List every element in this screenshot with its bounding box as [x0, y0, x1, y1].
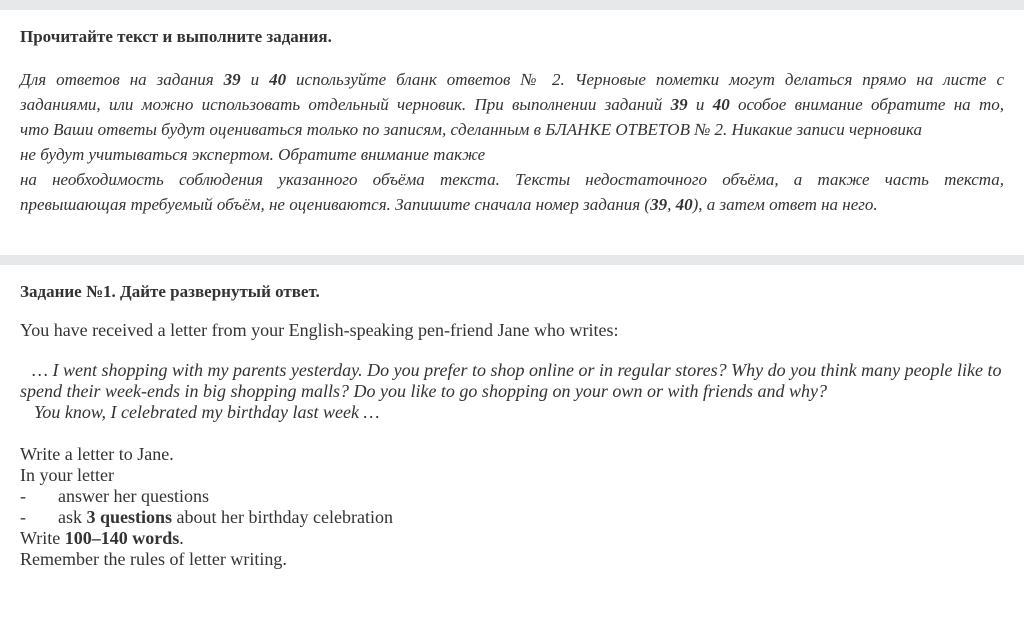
task-intro: You have received a letter from your English-speaking pen-friend Jane who writes: — [20, 320, 619, 340]
word-count-line — [20, 528, 1004, 549]
task-number-40: 40 — [712, 95, 730, 114]
remember-rules-line: Remember the rules of letter writing. — [20, 549, 287, 569]
instr-line-2 — [20, 92, 1004, 117]
letter-line-1: … I went shopping with my parents yesterday. Do you prefer to shop online or in regular stores? Why do you think many people like to — [32, 360, 1002, 380]
instructions-section — [0, 10, 1024, 255]
task-heading: Задание №1. Дайте развернутый ответ. — [20, 282, 320, 301]
bullet-text-part: ask — [58, 507, 87, 527]
task-number-39: 39 — [650, 195, 668, 214]
bullet-ask-questions — [20, 507, 1004, 528]
task-number-39: 39 — [223, 70, 241, 89]
in-your-letter-line: In your letter — [20, 465, 114, 485]
letter-line-2: spend their week-ends in big shopping malls? Do you like to go shopping on your own or with friends and why? — [20, 381, 827, 401]
bullet-text — [58, 507, 393, 528]
instr-text: , — [667, 195, 676, 214]
word-count-text: . — [179, 528, 184, 548]
instr-text: заданиями, или можно использовать отдельный черновик. При выполнении заданий — [20, 95, 671, 114]
letter-line-3: You know, I celebrated my birthday last week … — [34, 402, 380, 422]
word-count-text: Write — [20, 528, 65, 548]
middle-divider-band — [0, 255, 1024, 265]
bullet-text: answer her questions — [58, 486, 209, 506]
bullet-answer-questions — [20, 486, 1004, 507]
bullet-text-part: about her birthday celebration — [172, 507, 393, 527]
instr-line-1 — [20, 67, 1004, 92]
instr-text: и — [240, 70, 270, 89]
bullet-dash: - — [20, 486, 26, 506]
instr-line-3: что Ваши ответы будут оцениваться только по записям, сделанным в БЛАНКЕ ОТВЕТОВ № 2. Никакие записи черновика — [20, 120, 922, 139]
top-divider-band — [0, 0, 1024, 10]
instr-line-6 — [20, 192, 1004, 217]
task-number-40: 40 — [269, 70, 287, 89]
word-count-emphasis: 100–140 words — [64, 528, 180, 548]
instr-text: Для ответов на задания — [20, 70, 224, 89]
instr-text: используйте бланк ответов № 2. Черновые пометки могут делаться прямо на листе с — [286, 70, 1004, 89]
instructions-text — [20, 67, 1004, 217]
instr-line-4: не будут учитываться экспертом. Обратите внимание также — [20, 145, 486, 164]
instructions-heading: Прочитайте текст и выполните задания. — [20, 27, 332, 46]
task-section — [0, 265, 1024, 570]
task-requirements — [20, 444, 1004, 570]
instr-text: особое внимание обратите на то, — [729, 95, 1005, 114]
instr-line-5: на необходимость соблюдения указанного объёма текста. Тексты недостаточного объёма, а также часть текста, — [20, 170, 1004, 189]
bullet-dash: - — [20, 507, 26, 527]
task-number-39: 39 — [670, 95, 688, 114]
task-number-40: 40 — [675, 195, 693, 214]
instr-text: ), а затем ответ на него. — [692, 195, 878, 214]
write-letter-line: Write a letter to Jane. — [20, 444, 174, 464]
instr-text: и — [687, 95, 713, 114]
bullet-emphasis: 3 questions — [86, 507, 173, 527]
pen-friend-letter — [20, 360, 1004, 423]
instr-text: превышающая требуемый объём, не оцениваются. Запишите сначала номер задания ( — [20, 195, 651, 214]
